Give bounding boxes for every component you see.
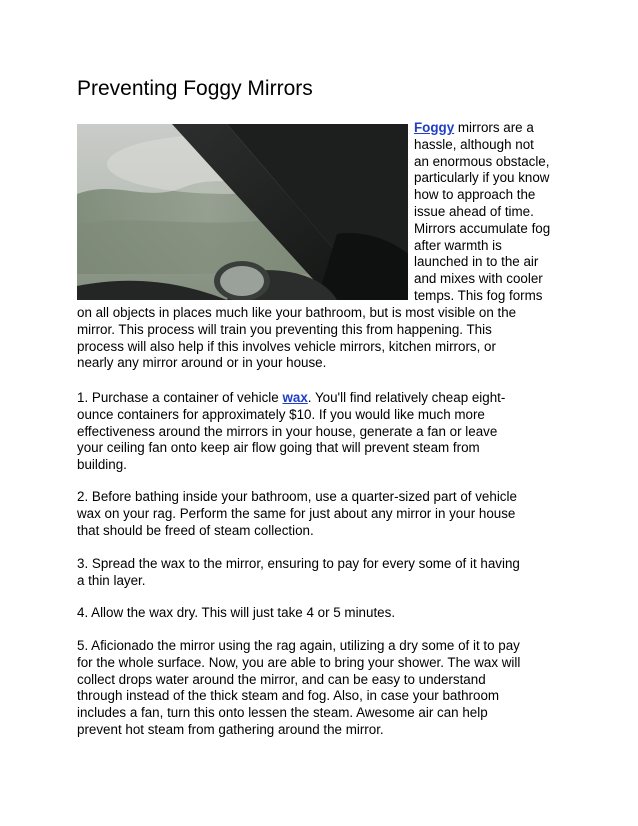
- foggy-windshield-illustration: [77, 124, 408, 300]
- text-line: a thin layer.: [77, 572, 146, 588]
- text-line: includes a fan, turn this onto lessen the steam. Awesome air can help: [77, 705, 488, 721]
- text-line: and mixes with cooler: [414, 271, 543, 287]
- step-1-paragraph: [77, 390, 577, 474]
- text-line: after warmth is: [414, 237, 502, 253]
- intro-side-text: [414, 120, 564, 305]
- page-title: Preventing Foggy Mirrors: [77, 77, 313, 100]
- text-line: 5. Aficionado the mirror using the rag again, utilizing a dry some of it to pay: [77, 638, 520, 653]
- text-line: ounce containers for approximately $10. If you would like much more: [77, 406, 485, 422]
- text-line: wax on your rag. Perform the same for just about any mirror in your house: [77, 505, 516, 521]
- text-line: temps. This fog forms: [414, 287, 543, 303]
- foggy-link[interactable]: Foggy: [414, 120, 455, 135]
- text-line: on all objects in places much like your bathroom, but is most visible on the: [77, 305, 517, 320]
- step-1-start: 1. Purchase a container of vehicle: [77, 390, 283, 405]
- wax-link[interactable]: wax: [282, 390, 308, 405]
- step-3-paragraph: [77, 556, 577, 590]
- step-2-paragraph: [77, 489, 577, 539]
- step-5-paragraph: [77, 638, 577, 739]
- text-line: particularly if you know: [414, 170, 550, 186]
- text-line: 4. Allow the wax dry. This will just take 4 or 5 minutes.: [77, 605, 396, 620]
- step-4-paragraph: [77, 605, 577, 622]
- foggy-windshield-photo: [77, 124, 408, 300]
- text-line: collect drops water around the mirror, and can be easy to understand: [77, 671, 486, 687]
- text-line: process will also help if this involves vehicle mirrors, kitchen mirrors, or: [77, 338, 496, 354]
- text-line: mirror. This process will train you preventing this from happening. This: [77, 321, 492, 337]
- text-line: mirrors are a: [457, 120, 534, 135]
- text-line: an enormous obstacle,: [414, 153, 550, 169]
- text-line: [77, 390, 577, 407]
- text-line: for the whole surface. Now, you are able to bring your shower. The wax will: [77, 654, 521, 670]
- intro-paragraph: [77, 305, 577, 372]
- text-line: issue ahead of time.: [414, 203, 534, 219]
- text-line: launched in to the air: [414, 254, 539, 270]
- text-line: effectiveness around the mirrors in your house, generate a fan or leave: [77, 423, 498, 439]
- text-line: building.: [77, 457, 127, 473]
- text-line: through instead of the thick steam and fog. Also, in case your bathroom: [77, 688, 500, 704]
- text-line: hassle, although not: [414, 136, 534, 152]
- text-line: 2. Before bathing inside your bathroom, use a quarter-sized part of vehicle: [77, 489, 517, 504]
- text-line: Mirrors accumulate fog: [414, 220, 551, 236]
- text-line: nearly any mirror around or in your house.: [77, 355, 327, 371]
- step-1-after-link: . You'll find relatively cheap eight-: [307, 390, 506, 405]
- text-line: prevent hot steam from gathering around the mirror.: [77, 721, 384, 737]
- text-line: how to approach the: [414, 187, 536, 203]
- text-line: that should be freed of steam collection.: [77, 522, 314, 538]
- text-line: 3. Spread the wax to the mirror, ensuring to pay for every some of it having: [77, 556, 520, 571]
- intro-first-line: [414, 120, 564, 137]
- text-line: your ceiling fan onto keep air flow going that will prevent steam from: [77, 440, 480, 456]
